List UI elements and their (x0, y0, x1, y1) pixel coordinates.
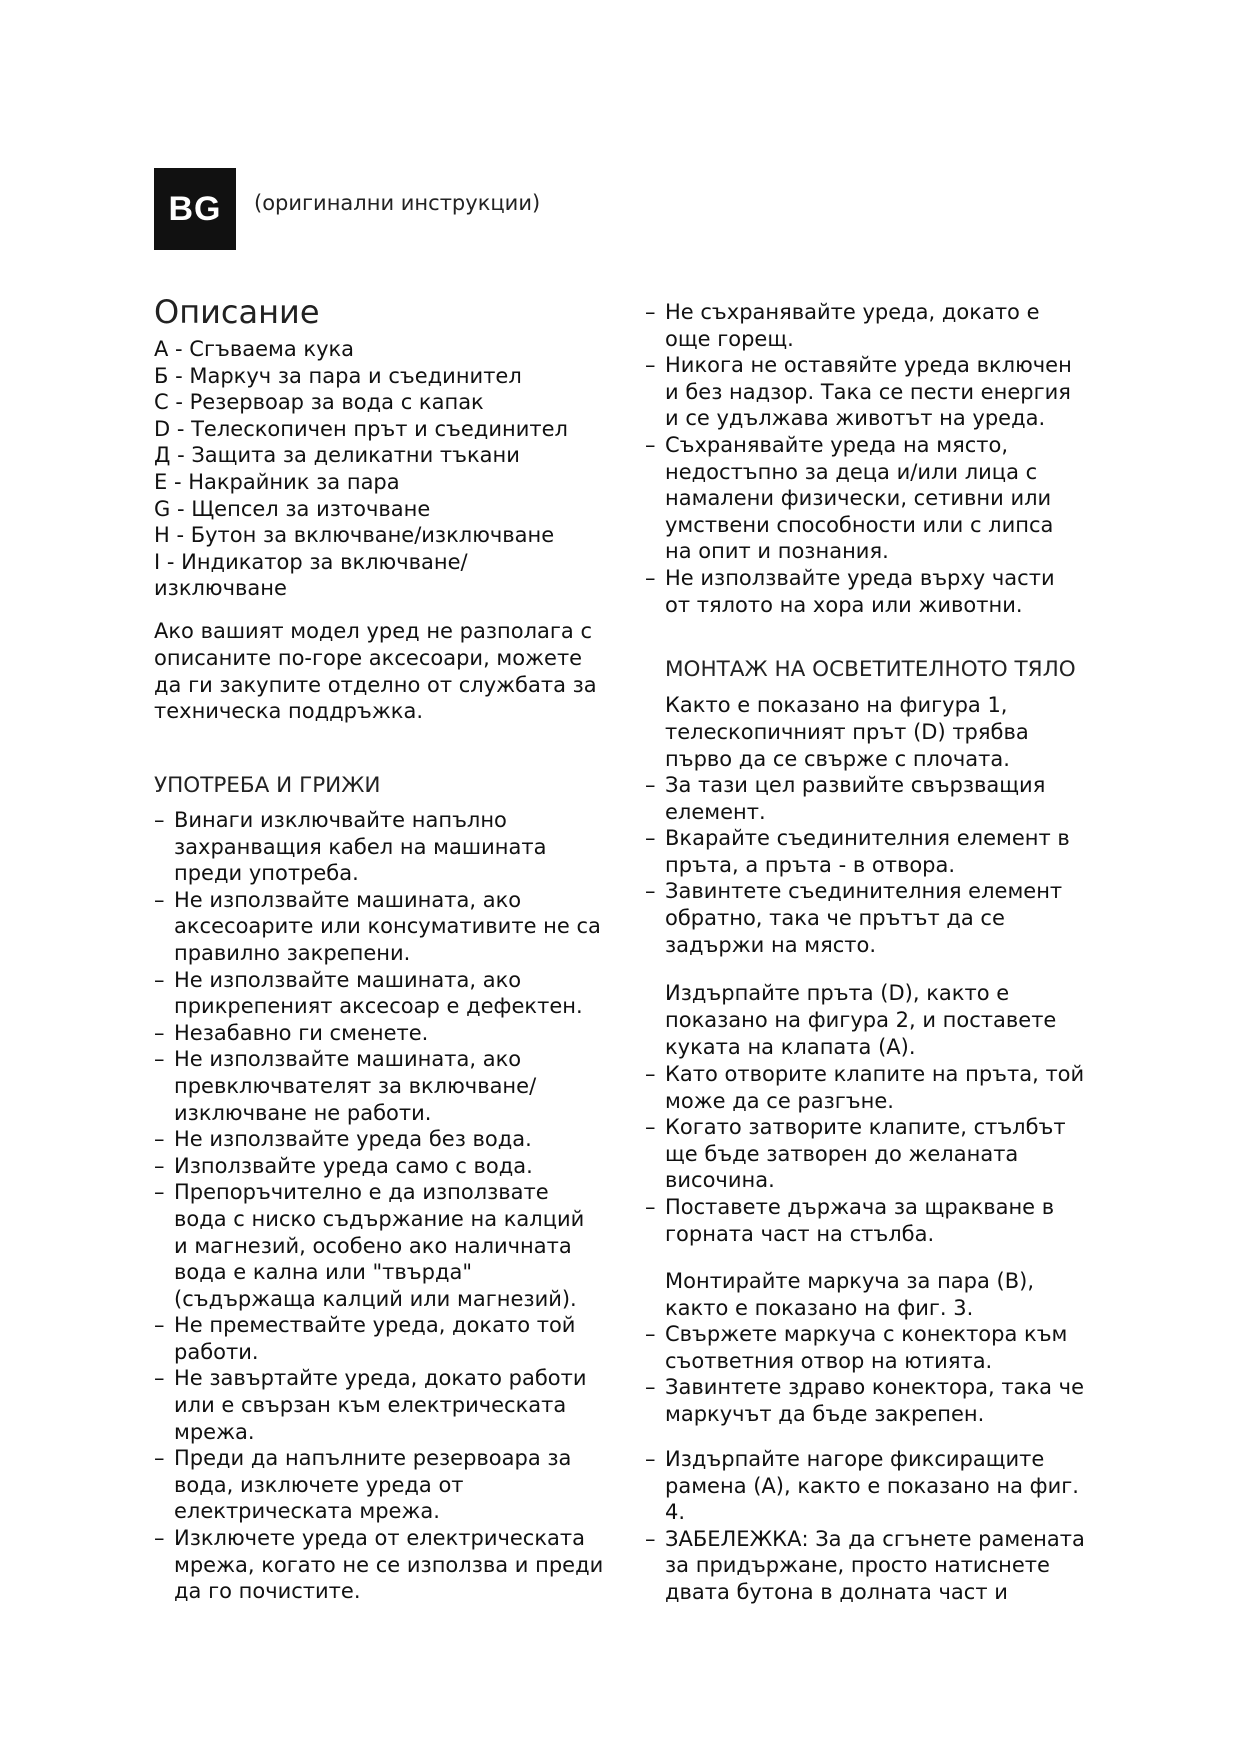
list-item: – Вкарайте съединителния елемент в пръта, а пръта - в отвора. (645, 825, 1085, 878)
part-item-a: A - Сгъваема кука (154, 337, 355, 361)
list-item: – ЗАБЕЛЕЖКА: За да сгънете рамената за придържане, просто натиснете двата бутона в долната част и (645, 1526, 1085, 1606)
assembly-intro-2: Издърпайте пръта (D), както е показано на фигура 2, и поставете куката на клапата (A). (665, 981, 1057, 1059)
assembly-intro-3: Монтирайте маркуча за пара (B), както е показано на фиг. 3. (665, 1269, 1035, 1320)
list-item: – Никога не оставяйте уреда включен и без надзор. Така се пести енергия и се удължава животът на уреда. (645, 352, 1085, 432)
list-item: – Изключете уреда от електрическата мрежа, когато не се използва и преди да го почистите. (154, 1525, 604, 1605)
list-item: – Когато затворите клапите, стълбът ще бъде затворен до желаната височина. (645, 1114, 1085, 1194)
list-item: – Завинтете здраво конектора, така че маркучът да бъде закрепен. (645, 1374, 1085, 1427)
usage-list-continued (645, 299, 1085, 618)
original-instructions-label: (оригинални инструкции) (254, 191, 541, 215)
assembly-intro-1: Както е показано на фигура 1, телескопичният прът (D) трябва първо да се свърже с плочата. (665, 693, 1029, 771)
list-item: – Не използвайте уреда върху части от тялото на хора или животни. (645, 565, 1085, 618)
list-item: – Не съхранявайте уреда, докато е още горещ. (645, 299, 1085, 352)
part-item-g: G - Щепсел за източване (154, 496, 431, 521)
assembly-steps-3 (645, 1321, 1085, 1427)
part-item-i: I - Индикатор за включване/ изключване (154, 549, 468, 601)
part-item-d: D - Телескопичен прът и съединител (154, 416, 568, 441)
list-item: – Издърпайте нагоре фиксиращите рамена (A), както е показано на фиг. 4. (645, 1446, 1085, 1526)
list-item: – Поставете държача за щракване в горната част на стълба. (645, 1194, 1085, 1247)
list-item: – Като отворите клапите на пръта, той може да се разгъне. (645, 1061, 1085, 1114)
part-item-h: H - Бутон за включване/изключване (154, 523, 555, 548)
list-item: – Свържете маркуча с конектора към съответния отвор на ютията. (645, 1321, 1085, 1374)
list-item: – Не премествайте уреда, докато той работи. (154, 1312, 604, 1365)
list-item: – Не използвайте машината, ако аксесоарите или консумативите не са правилно закрепени. (154, 887, 604, 967)
list-item: – За тази цел развийте свързващия елемент. (645, 772, 1085, 825)
list-item: – Не използвайте машината, ако превключвателят за включване/ изключване не работи. (154, 1046, 604, 1126)
assembly-steps-1 (645, 772, 1085, 958)
assembly-steps-4 (645, 1446, 1085, 1606)
accessories-note: Ако вашият модел уред не разполага с описаните по-горе аксесоари, можете да ги закупите отделно от службата за техническа поддръжка. (154, 619, 597, 724)
list-item: – Винаги изключвайте напълно захранващия кабел на машината преди употреба. (154, 807, 604, 887)
list-item: – Съхранявайте уреда на място, недостъпно за деца и/или лица с намалени физически, сетивни или умствени способности или с липса на опит и познания. (645, 432, 1085, 565)
usage-list (154, 807, 604, 1605)
part-item-c: C - Резервоар за вода с капак (154, 390, 484, 415)
list-item: – Използвайте уреда само с вода. (154, 1153, 604, 1180)
list-item: – Незабавно ги сменете. (154, 1020, 604, 1047)
assembly-steps-2 (645, 1061, 1085, 1247)
list-item: – Не използвайте машината, ако прикрепеният аксесоар е дефектен. (154, 967, 604, 1020)
part-item-e: E - Накрайник за пара (154, 469, 400, 494)
parts-list (154, 336, 614, 602)
list-item: – Не използвайте уреда без вода. (154, 1126, 604, 1153)
description-title: Описание (154, 293, 320, 331)
assembly-heading: МОНТАЖ НА ОСВЕТИТЕЛНОТО ТЯЛО (665, 657, 1076, 682)
list-item: – Не завъртайте уреда, докато работи или е свързан към електрическата мрежа. (154, 1365, 604, 1445)
part-item-b: Б - Маркуч за пара и съединител (154, 363, 522, 388)
part-item-d2: Д - Защита за деликатни тъкани (154, 443, 520, 468)
usage-heading: УПОТРЕБА И ГРИЖИ (154, 773, 381, 798)
list-item: – Препоръчително е да използвате вода с ниско съдържание на калций и магнезий, особено ако наличната вода е кална или "твърда" (съдържаща калций или магнезий). (154, 1179, 604, 1312)
language-badge: BG (154, 168, 236, 250)
list-item: – Преди да напълните резервоара за вода, изключете уреда от електрическата мрежа. (154, 1445, 604, 1525)
list-item: – Завинтете съединителния елемент обратно, така че прътът да се задържи на място. (645, 878, 1085, 958)
